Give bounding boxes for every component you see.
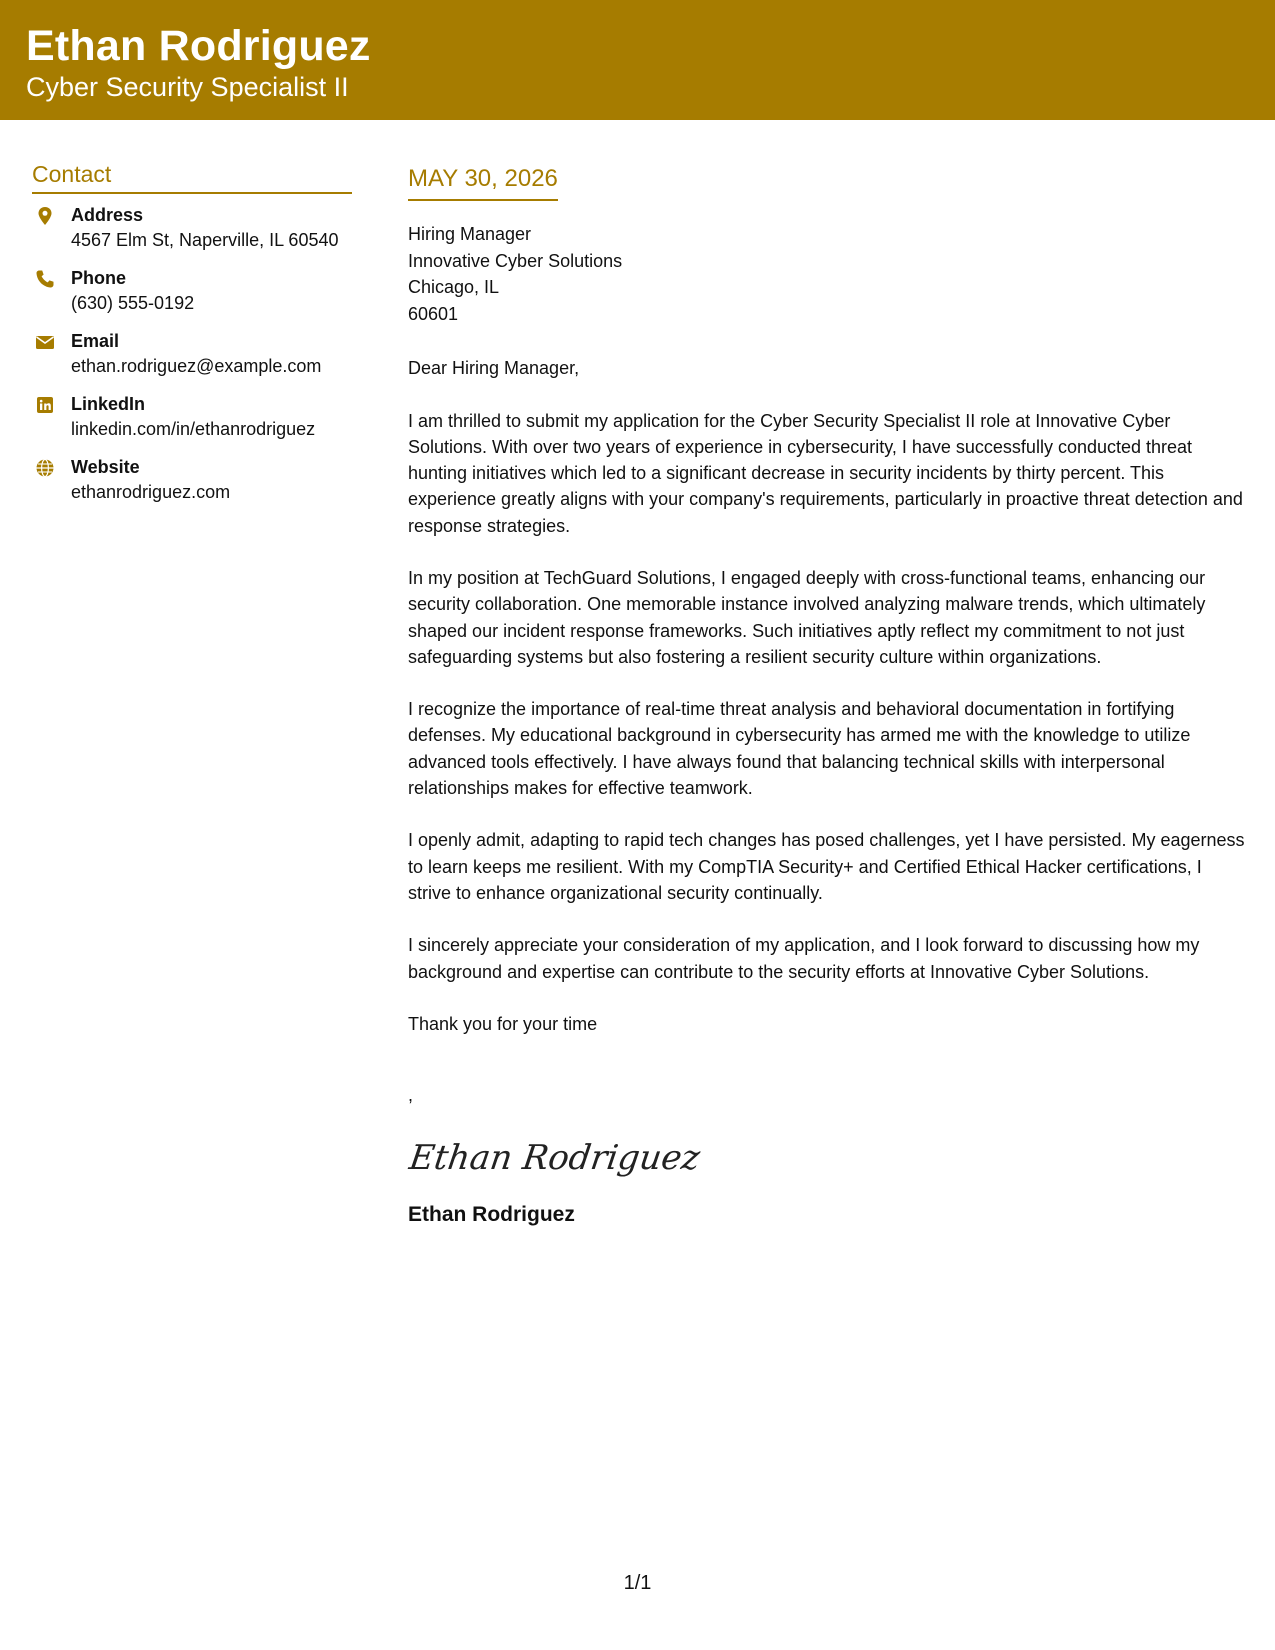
applicant-name: Ethan Rodriguez [26,22,371,70]
map-pin-icon [35,206,55,226]
letter-paragraph: I openly admit, adapting to rapid tech changes has posed challenges, yet I have persisted. My eagerness to learn keeps me resilient. With my CompTIA Security+ and Certified Ethical Hacker certifications, I strive to enhance organizational security continually. [408,830,1245,903]
recipient-line: Innovative Cyber Solutions [408,250,623,271]
salutation: Dear Hiring Manager, [408,358,580,378]
closing-comma: , [408,1084,414,1105]
recipient-line: Chicago, IL [408,277,500,297]
contact-value: (630) 555-0192 [71,293,195,313]
contact-label: Website [71,457,140,477]
contact-value: 4567 Elm St, Naperville, IL 60540 [71,230,339,250]
contact-label: Address [71,205,144,225]
page-number: 1/1 [623,1572,652,1594]
recipient-block [408,221,1248,327]
contact-item-address [32,202,352,265]
contact-value: linkedin.com/in/ethanrodriguez [71,419,316,439]
applicant-role: Cyber Security Specialist II [26,72,349,102]
globe-icon [35,458,55,478]
letter-paragraph: I sincerely appreciate your consideration of my application, and I look forward to discussing how my background and expertise can contribute to the security efforts at Innovative Cyber Solutions. [408,935,1200,982]
letter-paragraph: I am thrilled to submit my application for the Cyber Security Specialist II role at Innovative Cyber Solutions. With over two years of experience in cybersecurity, I have successfully conducted threat hunting initiatives which led to a significant decrease in security incidents by thirty percent. This experience greatly aligns with your company's requirements, particularly in proactive threat detection and response strategies. [408,410,1243,536]
contact-title: Contact [32,160,352,194]
header-banner [0,0,1275,120]
contact-value: ethanrodriguez.com [71,482,231,502]
contact-label: Email [71,331,120,351]
envelope-icon [35,332,55,352]
contact-value: ethan.rodriguez@example.com [71,356,322,376]
linkedin-icon [35,395,55,415]
letter-paragraph: I recognize the importance of real-time threat analysis and behavioral documentation in fortifying defenses. My educational background in cybersecurity has armed me with the knowledge to utilize advanced tools effectively. I have always found that balancing technical skills with interpersonal relationships makes for effective teamwork. [408,699,1191,799]
letter-date: MAY 30, 2026 [408,165,558,201]
signature-text: Ethan Rodriguez [406,1137,703,1178]
recipient-line: Hiring Manager [408,224,532,244]
contact-item-email [32,328,352,391]
contact-list [32,202,352,517]
contact-item-phone [32,265,352,328]
contact-item-website [32,454,352,517]
closing-line: Thank you for your time [408,1013,598,1034]
handwritten-signature [406,1127,703,1187]
contact-label: LinkedIn [71,394,146,414]
letter-paragraph: In my position at TechGuard Solutions, I engaged deeply with cross-functional teams, enhancing our security collaboration. One memorable instance involved analyzing malware trends, which ultimately shaped our incident response frameworks. Such initiatives aptly reflect my commitment to not just safeguarding systems but also fostering a resilient security culture within organizations. [408,567,1206,667]
contact-sidebar [32,160,352,517]
letter-body [408,165,1248,1227]
recipient-line: 60601 [408,303,459,324]
signer-name: Ethan Rodriguez [408,1202,575,1226]
phone-icon [35,269,55,289]
contact-label: Phone [71,268,127,288]
contact-item-linkedin [32,391,352,454]
